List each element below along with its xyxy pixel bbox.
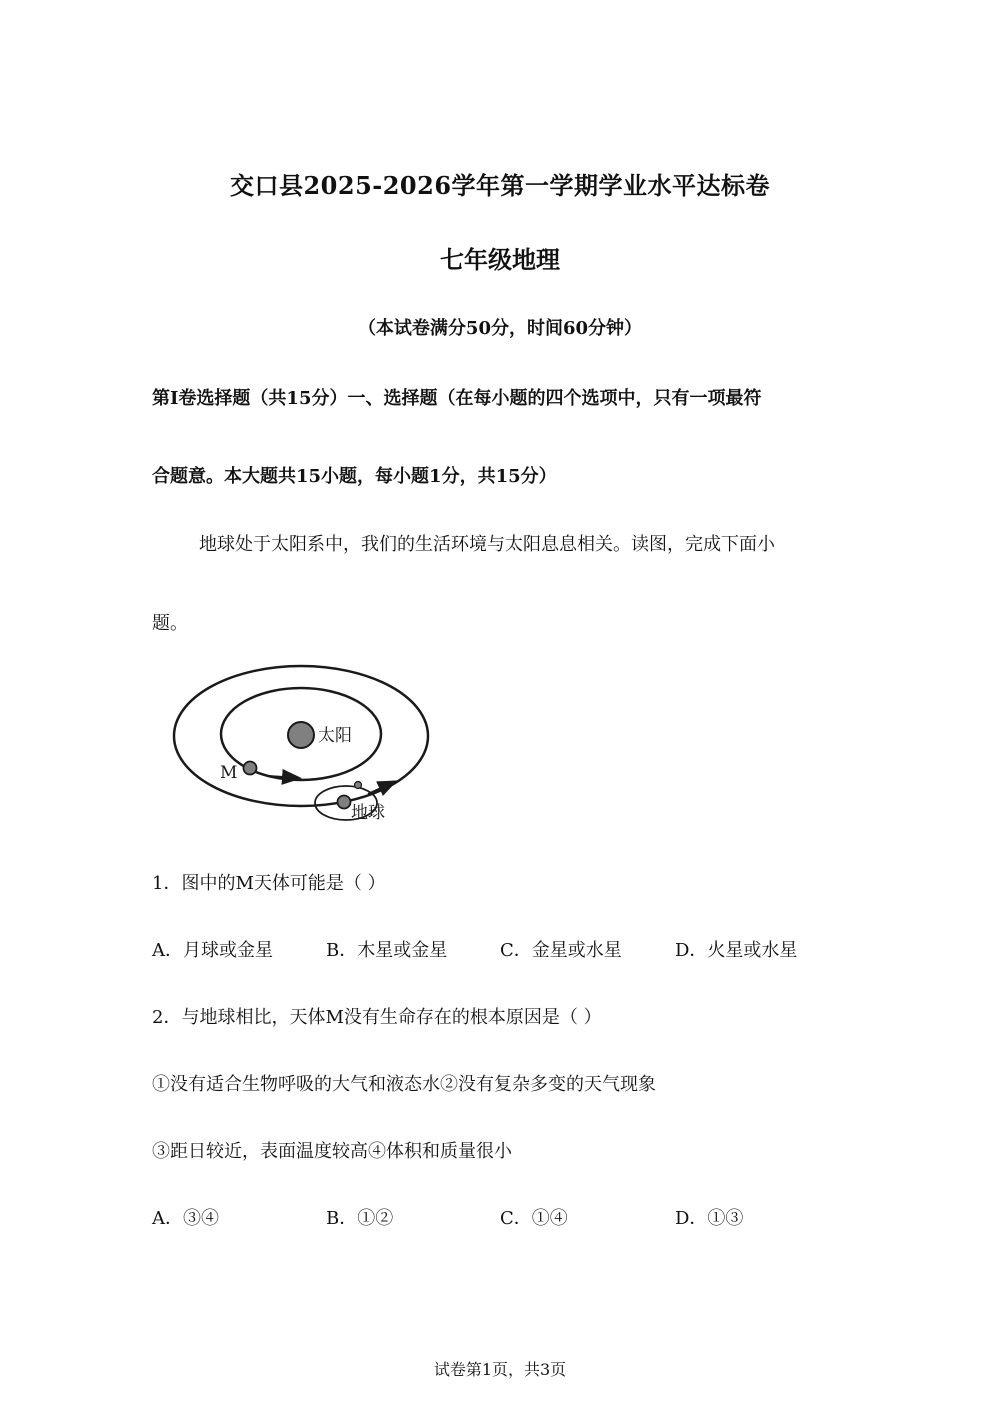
sun-label: 太阳 <box>318 726 352 746</box>
section-heading-line-2: 合题意。本大题共15小题，每小题1分，共15分） <box>152 466 557 487</box>
exam-title: 交口县2025-2026学年第一学期学业水平达标卷 <box>229 171 771 200</box>
question-1-stem: 1．图中的M天体可能是（ ） <box>152 873 386 894</box>
question-2-option-b: B．①② <box>326 1208 394 1229</box>
question-2-option-a: A．③④ <box>152 1208 219 1229</box>
solar-system-diagram <box>168 660 438 830</box>
section-heading-line-1: 第Ⅰ卷选择题（共15分）一、选择题（在每小题的四个选项中，只有一项最符 <box>152 388 762 409</box>
question-1-option-b: B．木星或金星 <box>326 940 448 961</box>
question-1-option-c: C．金星或水星 <box>500 940 622 961</box>
question-2-option-d: D．①③ <box>675 1208 744 1229</box>
question-2-statement-1: ①没有适合生物呼吸的大气和液态水②没有复杂多变的天气现象 <box>152 1074 656 1095</box>
moon-body <box>355 782 362 789</box>
solar-system-svg <box>168 660 438 830</box>
question-2-stem: 2．与地球相比，天体M没有生命存在的根本原因是（ ） <box>152 1007 602 1028</box>
exam-subtitle: 七年级地理 <box>440 245 560 274</box>
earth-orbit-arrow <box>368 782 394 794</box>
sun-body <box>288 722 314 748</box>
question-1-option-d: D．火星或水星 <box>675 940 798 961</box>
intro-line-1: 地球处于太阳系中，我们的生活环境与太阳息息相关。读图，完成下面小 <box>199 534 775 555</box>
exam-note: （本试卷满分50分，时间60分钟） <box>357 318 643 339</box>
question-2-option-c: C．①④ <box>500 1208 568 1229</box>
earth-label: 地球 <box>351 803 385 823</box>
m-body <box>244 762 257 775</box>
question-1-option-a: A．月球或金星 <box>152 940 273 961</box>
earth-body <box>338 796 351 809</box>
m-label: M <box>220 763 238 783</box>
intro-line-2: 题。 <box>152 613 188 634</box>
page-footer: 试卷第1页，共3页 <box>433 1360 567 1379</box>
question-2-statement-2: ③距日较近，表面温度较高④体积和质量很小 <box>152 1141 512 1162</box>
